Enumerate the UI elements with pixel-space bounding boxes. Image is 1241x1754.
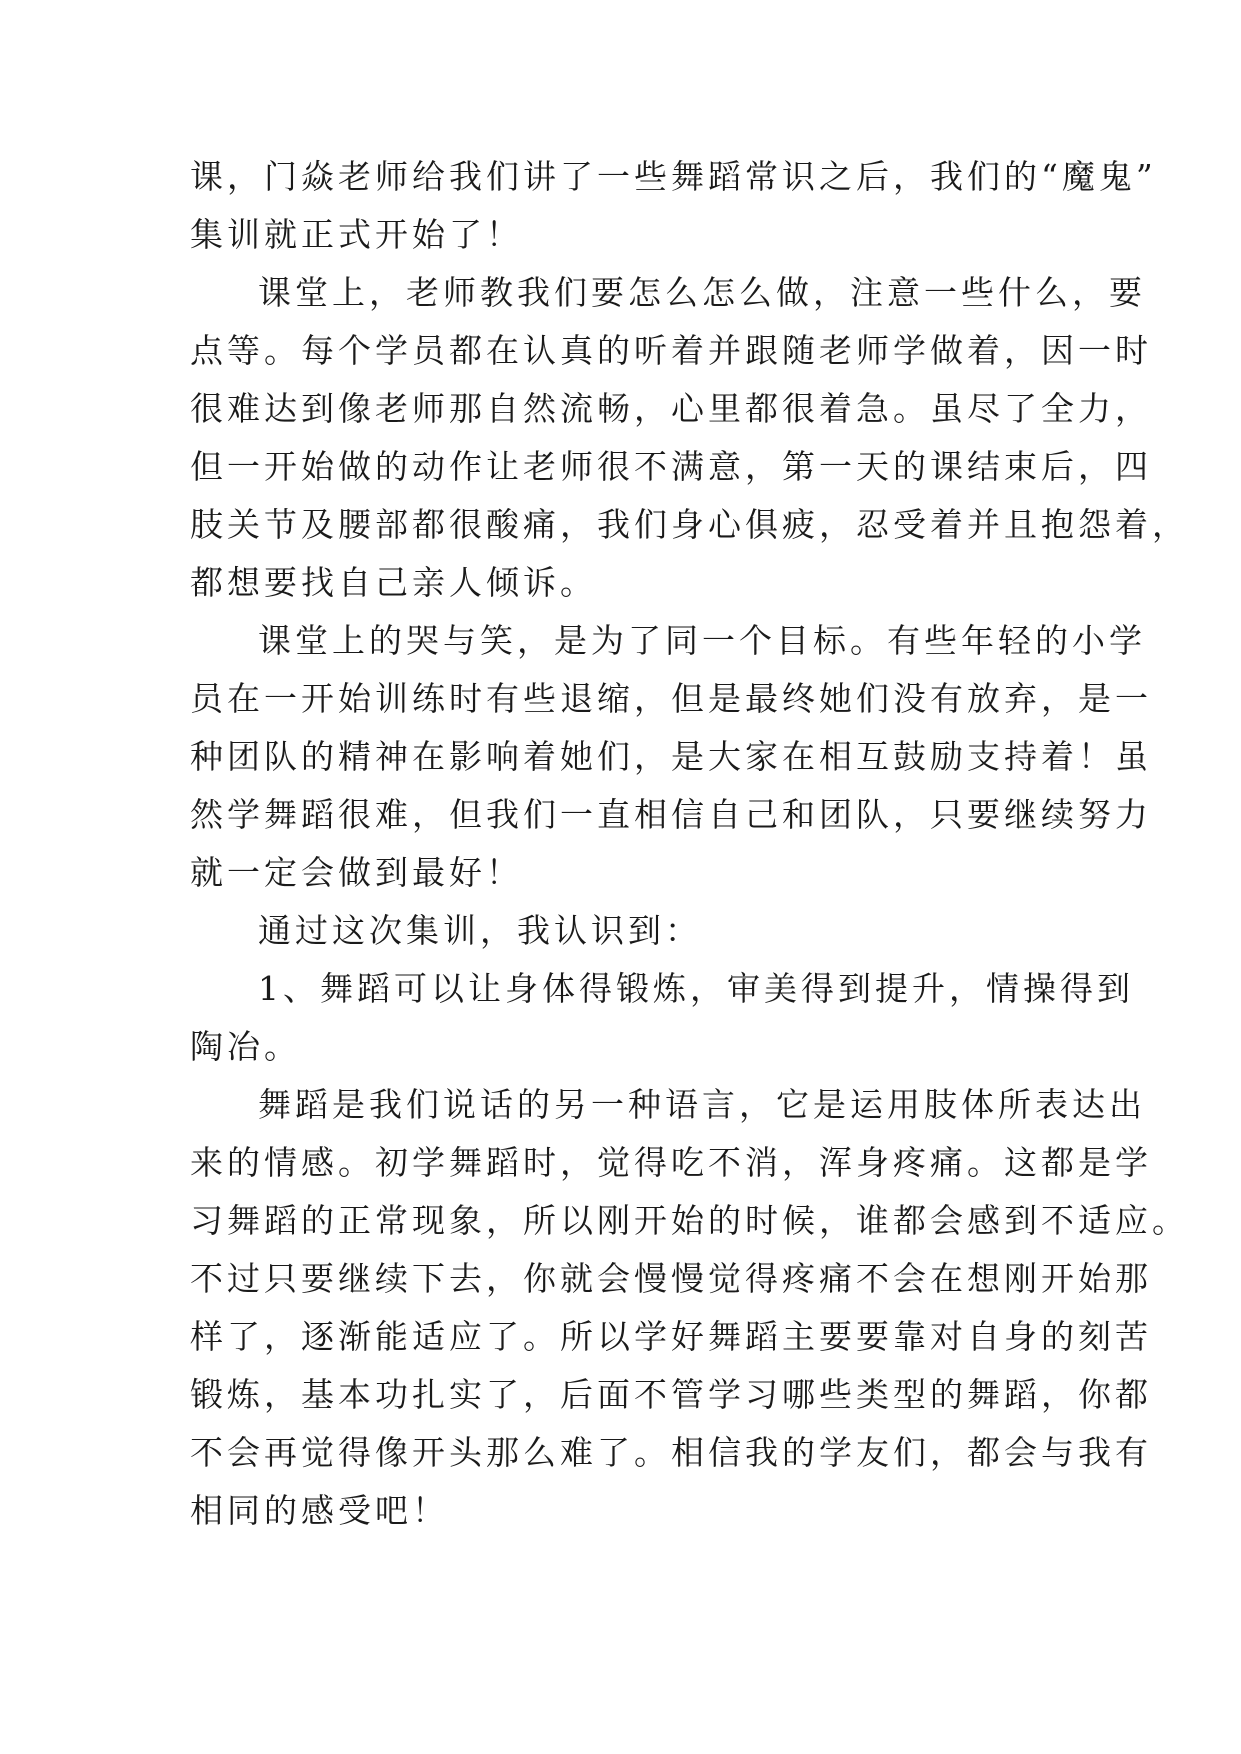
text-line: 不过只要继续下去，你就会慢慢觉得疼痛不会在想刚开始那 [190, 1259, 1152, 1298]
text-line: 陶冶。 [190, 1027, 301, 1066]
document-body [190, 148, 1189, 1540]
text-line: 来的情感。初学舞蹈时，觉得吃不消，浑身疼痛。这都是学 [190, 1143, 1152, 1182]
text-line: 员在一开始训练时有些退缩，但是最终她们没有放弃，是一 [190, 679, 1152, 718]
text-line: 种团队的精神在影响着她们，是大家在相互鼓励支持着！虽 [190, 737, 1152, 776]
text-line: 舞蹈是我们说话的另一种语言，它是运用肢体所表达出 [258, 1085, 1146, 1124]
text-line: 相同的感受吧！ [190, 1491, 449, 1530]
text-line: 通过这次集训，我认识到： [258, 911, 702, 950]
text-line: 课，门焱老师给我们讲了一些舞蹈常识之后，我们的“魔鬼” [190, 157, 1157, 196]
text-line: 然学舞蹈很难，但我们一直相信自己和团队，只要继续努力 [190, 795, 1152, 834]
text-line: 样了，逐渐能适应了。所以学好舞蹈主要要靠对自身的刻苦 [190, 1317, 1152, 1356]
text-line: 点等。每个学员都在认真的听着并跟随老师学做着，因一时 [190, 331, 1152, 370]
text-line: 锻炼，基本功扎实了，后面不管学习哪些类型的舞蹈，你都 [190, 1375, 1152, 1414]
text-line: 不会再觉得像开头那么难了。相信我的学友们，都会与我有 [190, 1433, 1152, 1472]
text-line: 习舞蹈的正常现象，所以刚开始的时候，谁都会感到不适应。 [190, 1201, 1189, 1240]
text-line: 但一开始做的动作让老师很不满意，第一天的课结束后，四 [190, 447, 1152, 486]
text-line: 1、舞蹈可以让身体得锻炼，审美得到提升，情操得到 [258, 969, 1134, 1008]
text-line: 都想要找自己亲人倾诉。 [190, 563, 597, 602]
text-line: 就一定会做到最好！ [190, 853, 523, 892]
text-line: 课堂上的哭与笑，是为了同一个目标。有些年轻的小学 [258, 621, 1146, 660]
text-line: 肢关节及腰部都很酸痛，我们身心俱疲，忍受着并且抱怨着， [190, 505, 1189, 544]
text-line: 很难达到像老师那自然流畅，心里都很着急。虽尽了全力， [190, 389, 1152, 428]
text-line: 课堂上，老师教我们要怎么怎么做，注意一些什么，要 [258, 273, 1146, 312]
text-line: 集训就正式开始了！ [190, 215, 523, 254]
